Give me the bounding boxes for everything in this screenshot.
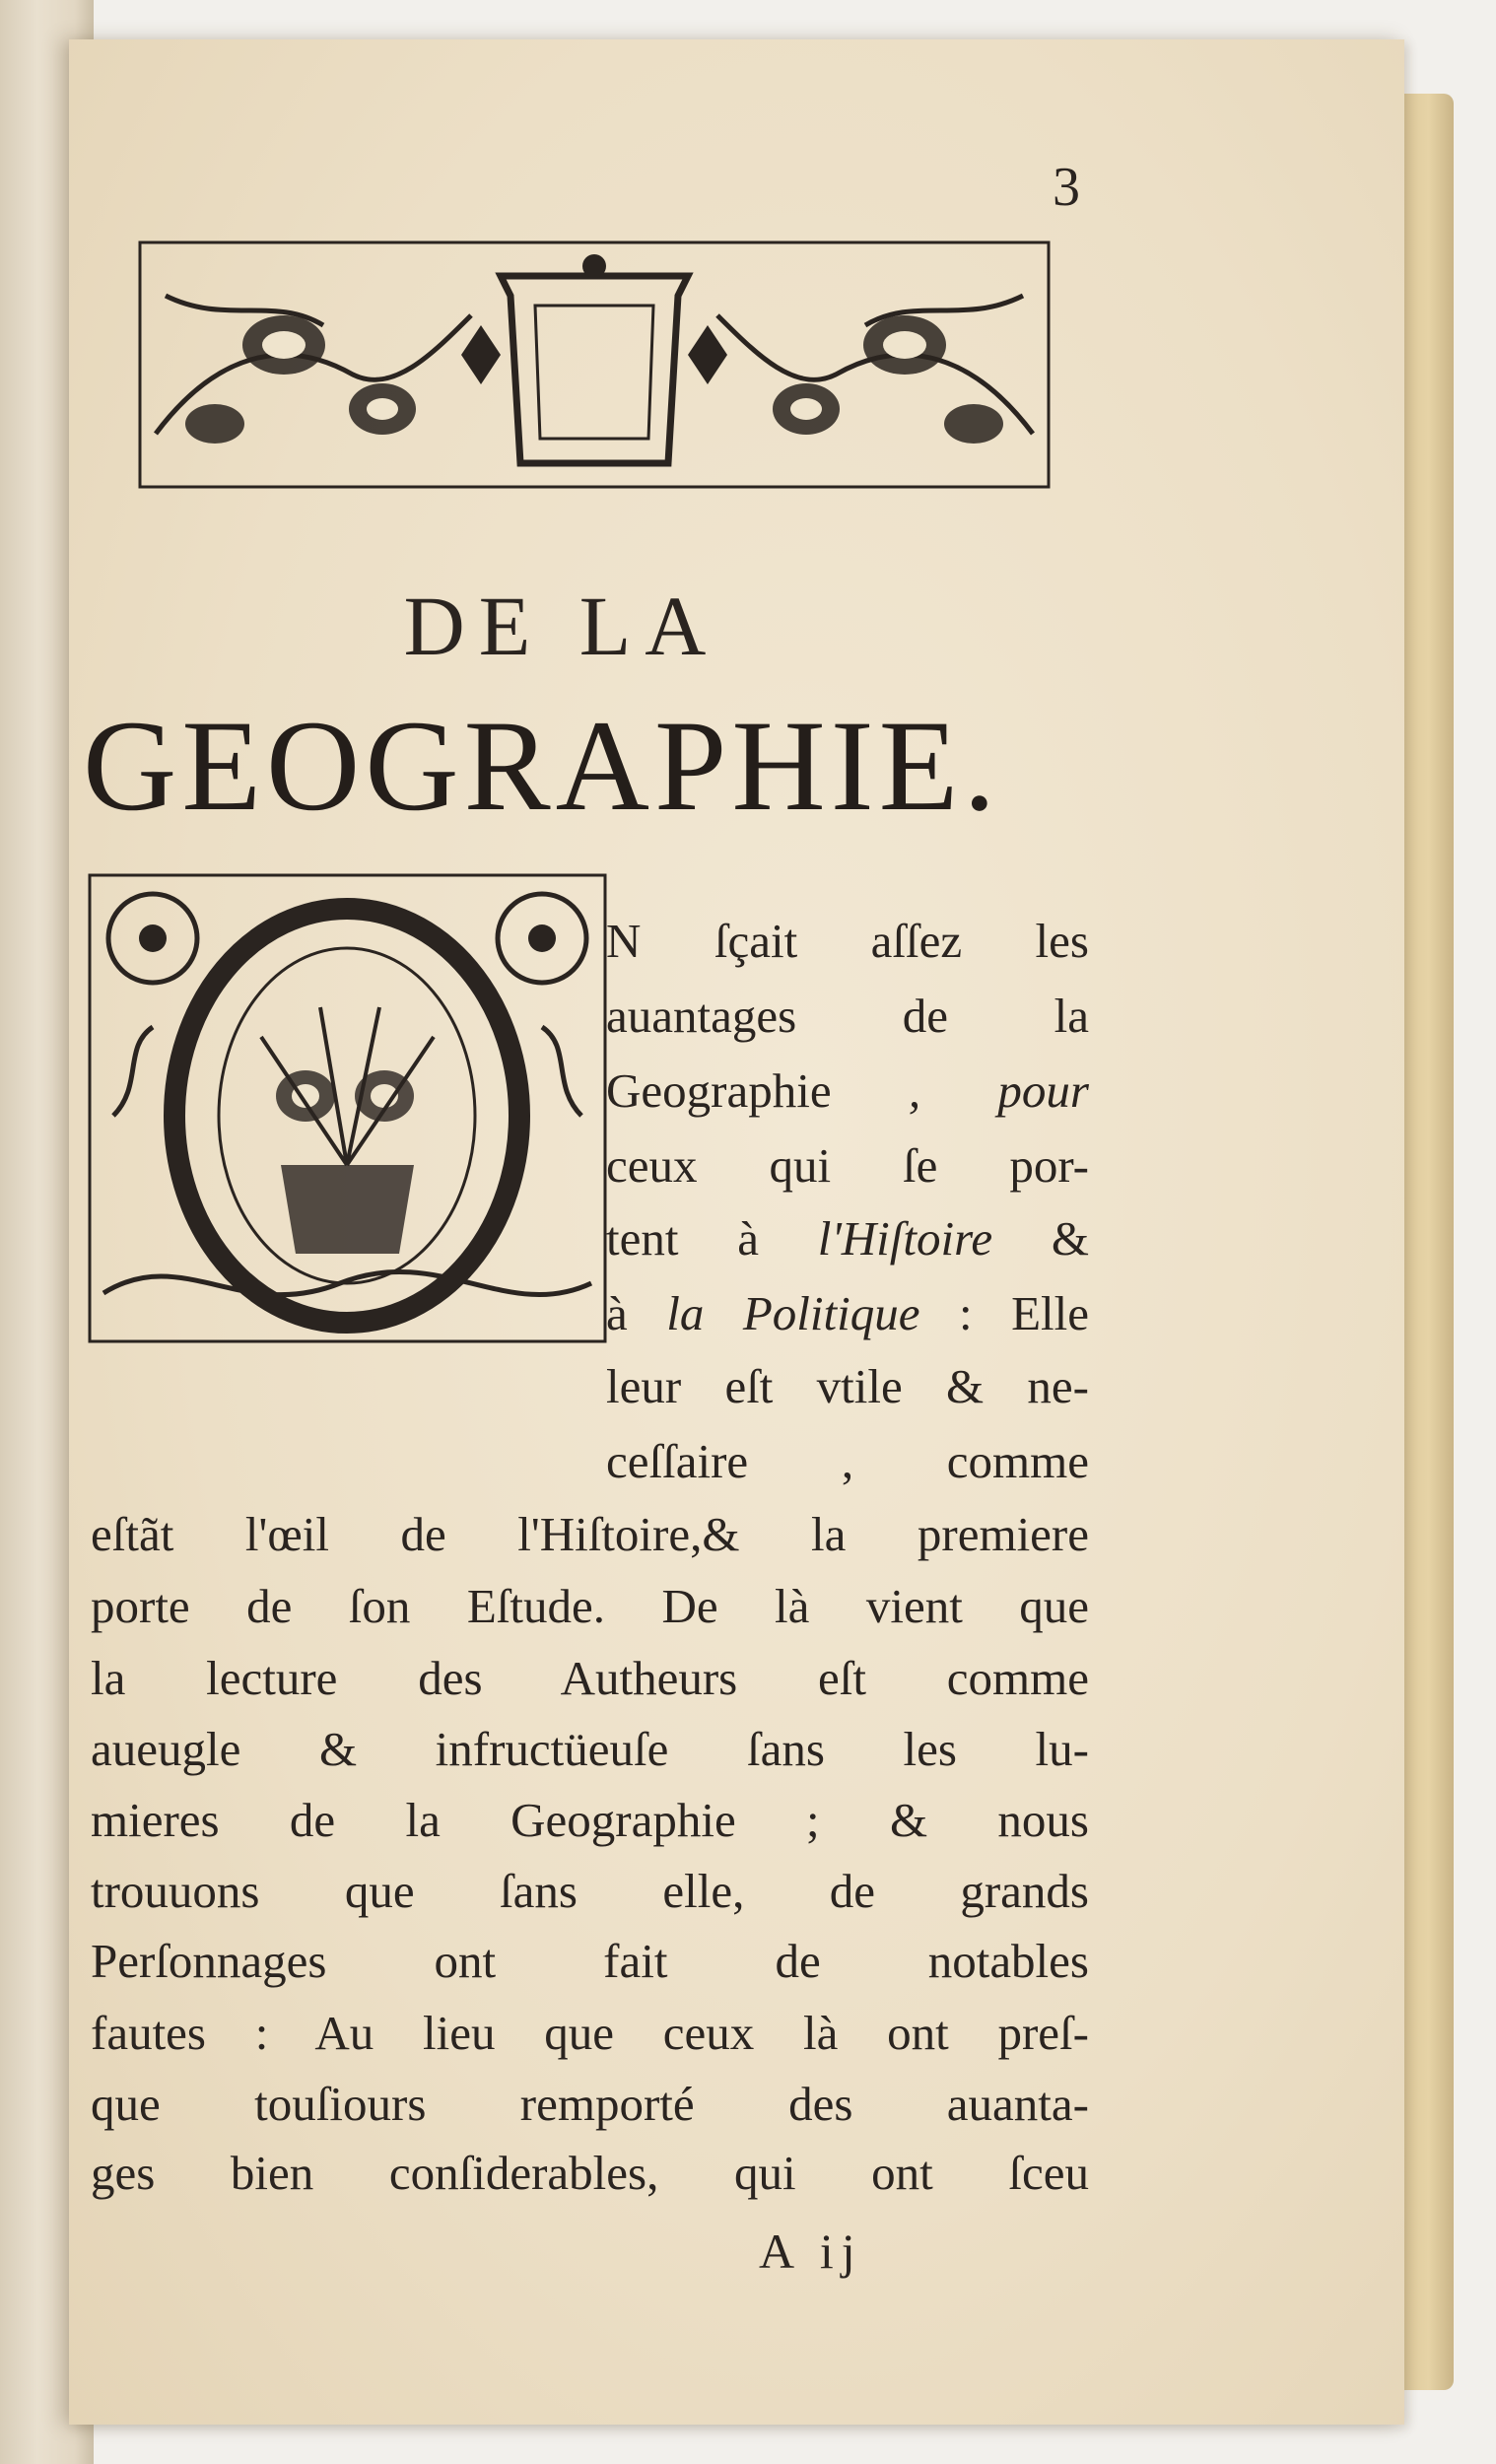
text-line-8: ceſſaire , comme: [606, 1434, 1089, 1488]
text-line-6: [606, 1286, 1090, 1340]
heading-line-2: GEOGRAPHIE.: [83, 693, 1001, 838]
floral-headpiece-ornament: [136, 237, 1053, 493]
floral-dropcap-ornament: [84, 869, 611, 1347]
italic-term: l'Hiſtoire: [817, 1211, 993, 1266]
text-segment: à: [606, 1286, 667, 1340]
text-line-2: auantages de la: [606, 989, 1089, 1043]
text-line-4: ceux qui ſe por-: [606, 1138, 1089, 1193]
text-line-9: eſtãt l'œil de l'Hiſtoire,& la premiere: [91, 1507, 1089, 1561]
page-number: 3: [1053, 157, 1080, 218]
text-line-3: [606, 1063, 1089, 1118]
text-line-16: fautes : Au lieu que ceux là ont preſ-: [91, 2006, 1089, 2060]
italic-term: , pour: [831, 1063, 1089, 1118]
text-segment: &: [992, 1211, 1089, 1266]
signature-mark: A ij: [759, 2224, 863, 2279]
text-line-13: mieres de la Geographie ; & nous: [91, 1793, 1089, 1847]
text-line-14: trouuons que ſans elle, de grands: [91, 1864, 1089, 1918]
text-line-5: [606, 1211, 1089, 1266]
text-line-12: aueugle & infructüeuſe ſans les lu-: [91, 1722, 1089, 1776]
heading-line-1: DE LA: [403, 579, 720, 673]
text-line-18: ges bien conſiderables, qui ont ſceu: [91, 2146, 1089, 2200]
text-line-10: porte de ſon Eſtude. De là vient que: [91, 1579, 1089, 1633]
text-segment: tent à: [606, 1211, 818, 1266]
text-line-7: leur eſt vtile & ne-: [606, 1359, 1089, 1413]
text-line-1: N ſçait aſſez les: [606, 914, 1089, 968]
italic-term: la Politique: [666, 1286, 920, 1340]
text-line-15: Perſonnages ont fait de notables: [91, 1934, 1089, 1988]
book-page: [69, 39, 1404, 2425]
text-line-11: la lecture des Autheurs eſt comme: [91, 1651, 1089, 1705]
text-line-17: que touſiours remporté des auanta-: [91, 2077, 1089, 2131]
text-segment: Geographie: [606, 1063, 832, 1118]
text-segment: : Elle: [919, 1286, 1090, 1340]
